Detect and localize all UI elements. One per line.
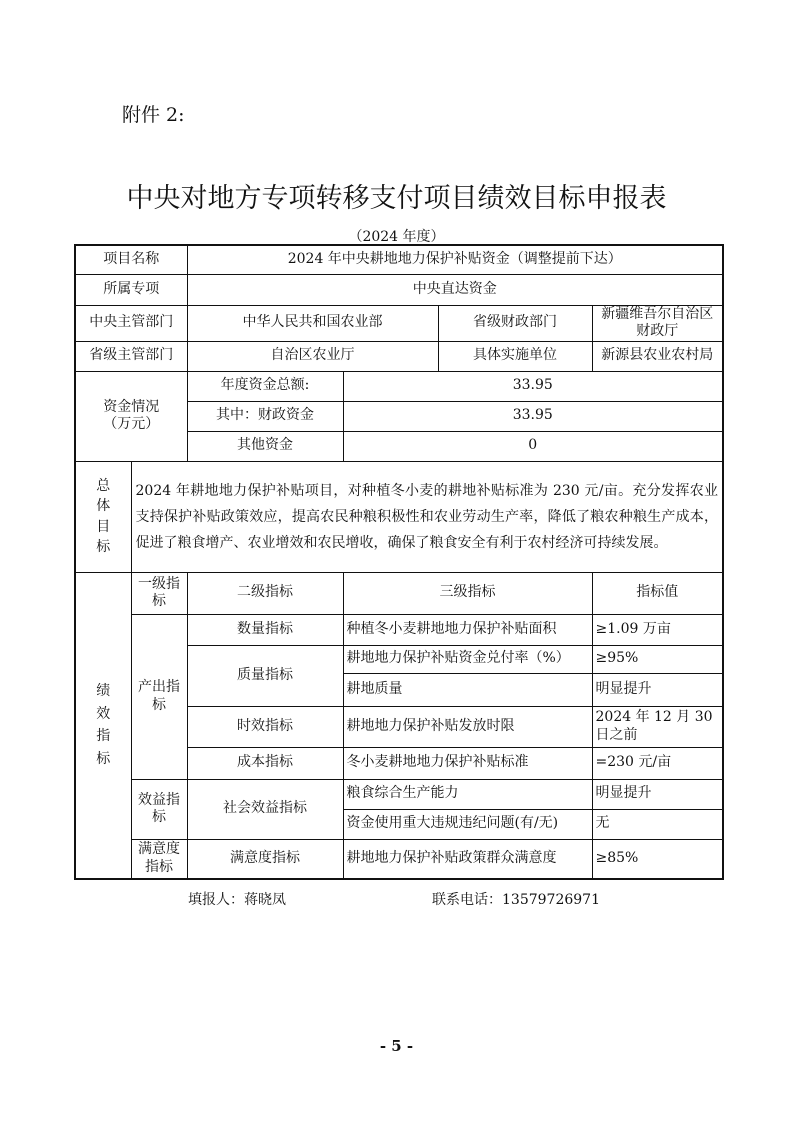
l2-quality: 质量指标 <box>187 645 343 706</box>
value-row-2: ≥95% <box>592 645 723 673</box>
l3-row-2: 耕地地力保护补贴资金兑付率（%） <box>343 645 592 673</box>
page-number: - 5 - <box>379 1037 414 1055</box>
l2-cost: 成本指标 <box>187 747 343 779</box>
performance-table <box>74 244 724 880</box>
l1-output: 产出指标 <box>131 614 187 779</box>
label-fiscal: 其中：财政资金 <box>187 401 343 431</box>
l3-row-6: 粮食综合生产能力 <box>343 779 592 809</box>
label-overall-goal: 总体目标 <box>75 461 131 572</box>
header-level2: 二级指标 <box>187 572 343 614</box>
label-funds: 资金情况（万元） <box>75 371 187 461</box>
value-row-3: 明显提升 <box>592 673 723 706</box>
value-row-6: 明显提升 <box>592 779 723 809</box>
value-row-4: 2024 年 12 月 30 日之前 <box>592 706 723 747</box>
value-impl-unit: 新源县农业农村局 <box>592 341 723 371</box>
header-level1: 一级指标 <box>131 572 187 614</box>
l1-satisfaction: 满意度指标 <box>131 839 187 879</box>
value-row-8: ≥85% <box>592 839 723 879</box>
label-project-name: 项目名称 <box>75 245 187 274</box>
label-perf-indicators: 绩效指标 <box>75 572 131 879</box>
label-other: 其他资金 <box>187 431 343 461</box>
value-fiscal: 33.95 <box>343 401 723 431</box>
l2-social: 社会效益指标 <box>187 779 343 839</box>
page-title: 中央对地方专项转移支付项目绩效目标申报表 <box>126 183 667 214</box>
value-overall-goal: 2024 年耕地地力保护补贴项目，对种植冬小麦的耕地补贴标准为 230 元/亩。充分发挥农业支持保护补贴政策效应，提高农民种粮积极性和农业劳动生产率，降低了粮农种粮生产成本，促进了粮食增产、农业增效和农民增收，确保了粮食安全有利于农村经济可持续发展。 <box>131 461 723 572</box>
l2-satisfaction: 满意度指标 <box>187 839 343 879</box>
value-category: 中央直达资金 <box>187 274 723 305</box>
value-central-dept: 中华人民共和国农业部 <box>187 305 438 341</box>
l3-row-4: 耕地地力保护补贴发放时限 <box>343 706 592 747</box>
value-prov-finance: 新疆维吾尔自治区财政厅 <box>592 305 723 341</box>
label-annual-total: 年度资金总额: <box>187 371 343 401</box>
label-prov-dept: 省级主管部门 <box>75 341 187 371</box>
l3-row-5: 冬小麦耕地地力保护补贴标准 <box>343 747 592 779</box>
label-category: 所属专项 <box>75 274 187 305</box>
value-row-1: ≥1.09 万亩 <box>592 614 723 645</box>
header-level3: 三级指标 <box>343 572 592 614</box>
l3-row-1: 种植冬小麦耕地地力保护补贴面积 <box>343 614 592 645</box>
l3-row-7: 资金使用重大违规违纪问题(有/无) <box>343 809 592 839</box>
value-prov-dept: 自治区农业厅 <box>187 341 438 371</box>
value-row-5: =230 元/亩 <box>592 747 723 779</box>
l1-benefit: 效益指标 <box>131 779 187 839</box>
value-project-name: 2024 年中央耕地地力保护补贴资金（调整提前下达） <box>187 245 723 274</box>
l3-row-8: 耕地地力保护补贴政策群众满意度 <box>343 839 592 879</box>
attachment-label: 附件 2: <box>122 104 185 126</box>
label-impl-unit: 具体实施单位 <box>438 341 592 371</box>
header-value: 指标值 <box>592 572 723 614</box>
value-other: 0 <box>343 431 723 461</box>
label-central-dept: 中央主管部门 <box>75 305 187 341</box>
label-prov-finance: 省级财政部门 <box>438 305 592 341</box>
l2-timeliness: 时效指标 <box>187 706 343 747</box>
l3-row-3: 耕地质量 <box>343 673 592 706</box>
value-annual-total: 33.95 <box>343 371 723 401</box>
footer-phone: 联系电话：13579726971 <box>432 892 600 908</box>
footer-filler: 填报人：蒋晓凤 <box>188 892 286 908</box>
value-row-7: 无 <box>592 809 723 839</box>
l2-quantity: 数量指标 <box>187 614 343 645</box>
report-year: （2024 年度） <box>348 229 445 245</box>
